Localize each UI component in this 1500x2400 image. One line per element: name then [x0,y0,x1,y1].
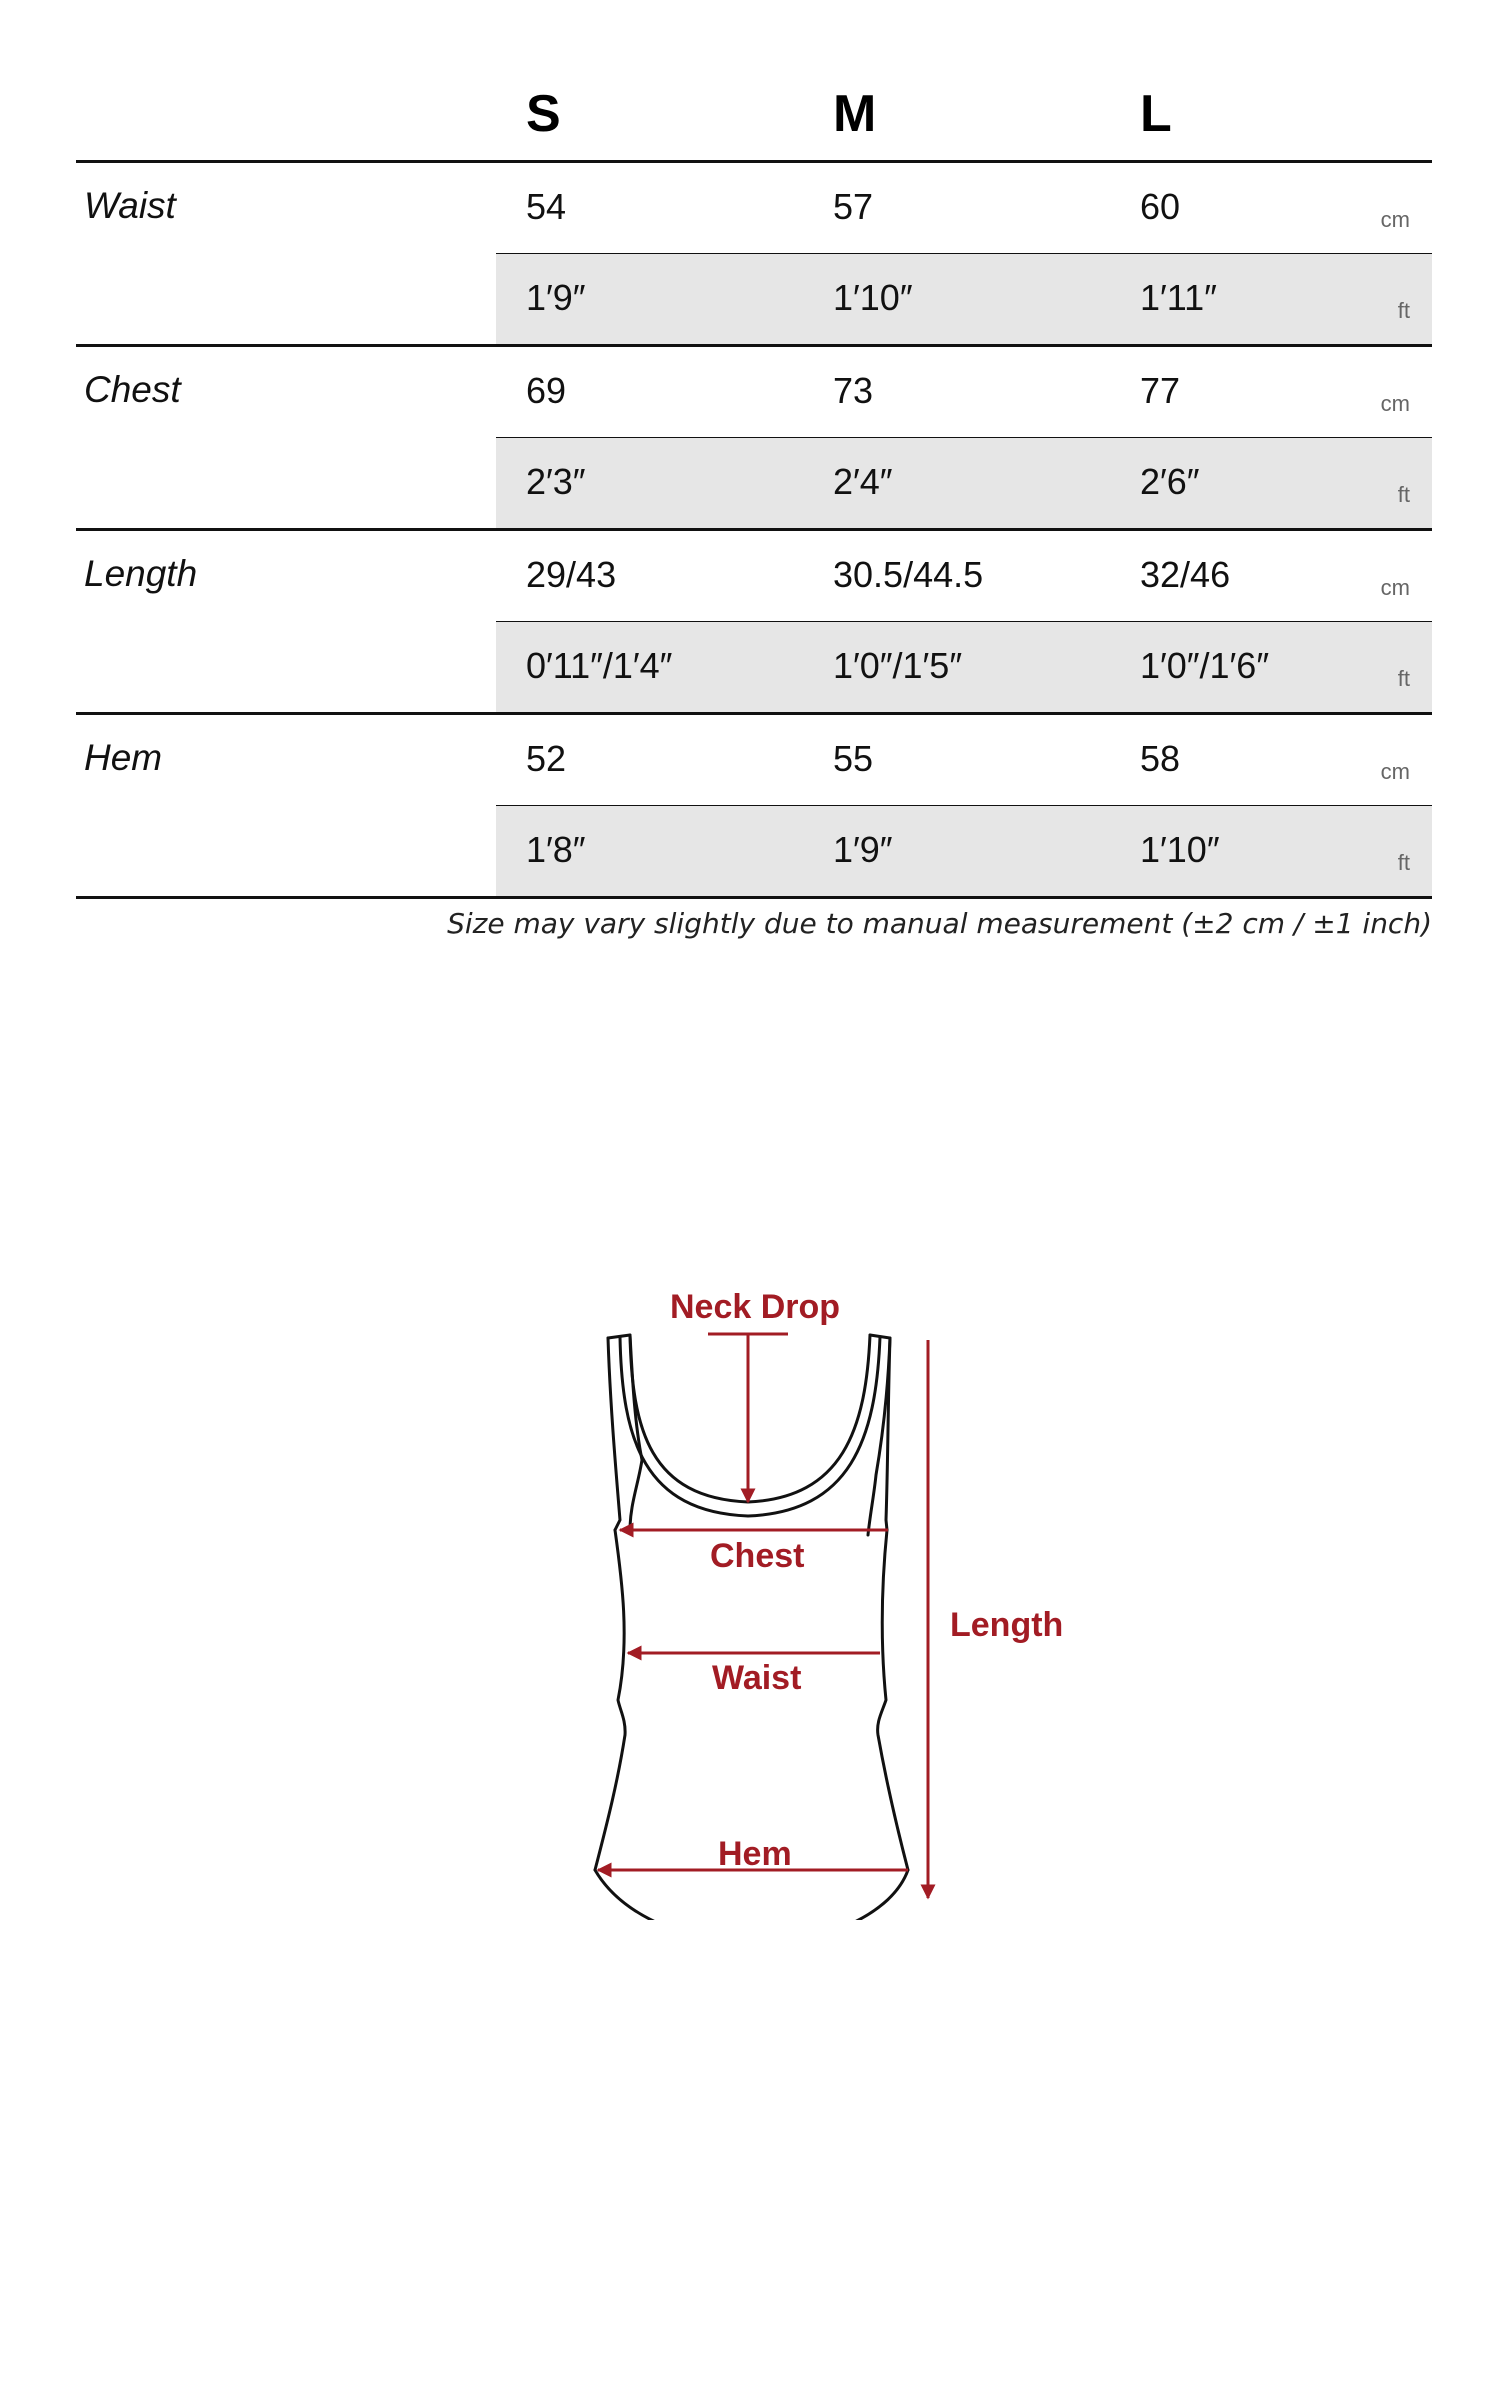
unit-cm: cm [1380,759,1410,784]
hem-cm-l: 58 [1140,738,1181,779]
chest-cm-m: 73 [833,370,874,411]
unit-ft: ft [1397,482,1410,507]
hem-label: Hem [718,1835,792,1873]
length-ft-row [496,622,1432,712]
size-header-m: M [833,85,877,143]
length-ft-l: 1′0″/1′6″ [1140,645,1270,686]
hem-ft-s: 1′8″ [526,829,586,870]
waist-ft-l: 1′11″ [1140,277,1217,318]
waist-cm-s: 54 [526,186,567,227]
unit-ft: ft [1397,850,1410,875]
hem-ft-row [496,806,1432,896]
chest-cm-s: 69 [526,370,567,411]
chest-ft-l: 2′6″ [1140,461,1200,502]
size-table [76,70,1432,899]
row-label-length: Length [84,553,198,594]
waist-ft-s: 1′9″ [526,277,586,318]
size-header-s: S [526,85,561,143]
waist-cm-m: 57 [833,186,874,227]
row-group-waist [76,163,1432,347]
waist-ft-row [496,254,1432,344]
row-label-chest: Chest [84,369,181,410]
chest-label: Chest [710,1537,805,1575]
measurement-diagram [570,1280,1090,1920]
waist-cm-l: 60 [1140,186,1181,227]
unit-cm: cm [1380,207,1410,232]
length-ft-m: 1′0″/1′5″ [833,645,963,686]
waist-cm-row [496,163,1432,255]
unit-ft: ft [1397,666,1410,691]
waist-label: Waist [712,1659,802,1697]
chest-cm-row [496,347,1432,439]
row-label-hem: Hem [84,737,163,778]
size-header-row [76,70,1432,163]
neck-drop-label: Neck Drop [670,1288,841,1326]
waist-ft-m: 1′10″ [833,277,913,318]
length-cm-s: 29/43 [526,554,617,595]
chest-cm-l: 77 [1140,370,1181,411]
tank-top-illustration [570,1280,1090,1920]
size-header-l: L [1140,85,1172,143]
chest-ft-m: 2′4″ [833,461,893,502]
row-group-chest [76,347,1432,531]
unit-cm: cm [1380,391,1410,416]
row-label-waist: Waist [84,185,176,226]
unit-cm: cm [1380,575,1410,600]
hem-cm-m: 55 [833,738,874,779]
length-cm-m: 30.5/44.5 [833,554,984,595]
hem-ft-l: 1′10″ [1140,829,1220,870]
length-cm-row [496,531,1432,623]
hem-cm-s: 52 [526,738,567,779]
length-ft-s: 0′11″/1′4″ [526,645,673,686]
chest-ft-row [496,438,1432,528]
measurement-note: Size may vary slightly due to manual measurement (±2 cm / ±1 inch) [447,907,1432,940]
row-group-hem [76,715,1432,899]
length-label: Length [950,1606,1064,1644]
garment-outline [595,1335,908,1920]
length-cm-l: 32/46 [1140,554,1231,595]
hem-cm-row [496,715,1432,807]
unit-ft: ft [1397,298,1410,323]
hem-ft-m: 1′9″ [833,829,893,870]
chest-ft-s: 2′3″ [526,461,586,502]
row-group-length [76,531,1432,715]
